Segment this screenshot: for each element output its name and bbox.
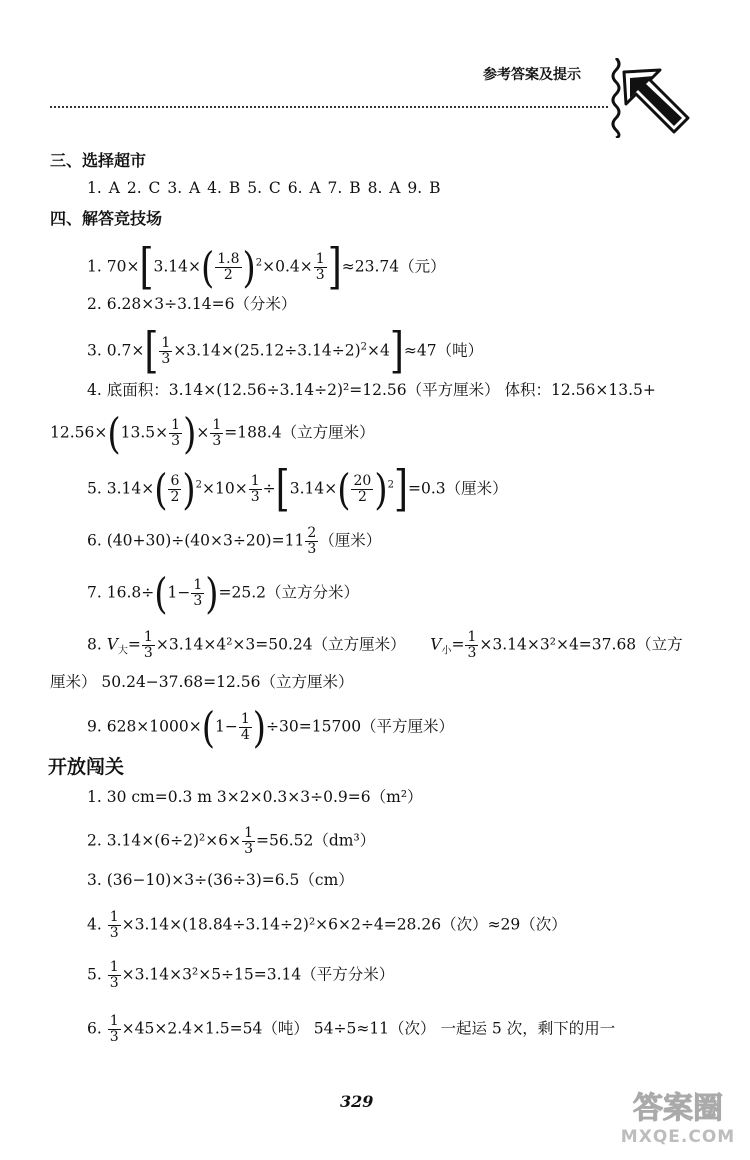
answer-4-4-line2: 12.56×(13.5× $\frac{1}{3}$ )× $\frac{1}{3}$ =188.4（立方厘米）	[50, 408, 375, 459]
answer-5-3: 3. (36−10)×3÷(36÷3)=6.5（cm）	[87, 871, 354, 889]
answer-4-6: 6. (40+30)÷(40×3÷20)=11 $\frac{2}{3}$ （厘米）	[87, 525, 382, 557]
header-dotted-rule	[50, 106, 608, 108]
answer-5-5: 5. $\frac{1}{3}$ ×3.14×3²×5÷15=3.14（平方分米）	[87, 959, 395, 991]
answer-4-1: 1. 70×[3.14×( $\frac{1.8}{2}$ )$^2$×0.4× $\frac{1}{3}$ ]≈23.74（元）	[87, 239, 446, 295]
header-title: 参考答案及提示	[483, 67, 581, 83]
answer-4-4-line1: 4. 底面积：3.14×(12.56÷3.14÷2)²=12.56（平方厘米） 体积：12.56×13.5+	[87, 381, 656, 399]
answer-4-7: 7. 16.8÷(1− $\frac{1}{3}$ )=25.2（立方分米）	[87, 568, 360, 619]
section-heading-4: 四、解答竞技场	[50, 209, 163, 228]
answer-4-8-line1: 8. $V_大=$ $\frac{1}{3}$ ×3.14×4²×3=50.24（立方厘米） $V_小=$ $\frac{1}{3}$ ×3.14×3²×4=37.68（立方	[87, 629, 683, 661]
answer-5-2: 2. 3.14×(6÷2)²×6× $\frac{1}{3}$ =56.52（dm³）	[87, 825, 376, 857]
choice-answers: 1. A 2. C 3. A 4. B 5. C 6. A 7. B 8. A 9. B	[87, 179, 441, 197]
answer-5-6: 6. $\frac{1}{3}$ ×45×2.4×1.5=54（吨） 54÷5≈11（次） 一起运 5 次，剩下的用一	[87, 1013, 616, 1045]
answer-4-2: 2. 6.28×3÷3.14=6（分米）	[87, 295, 297, 313]
arrow-up-left-icon	[620, 66, 692, 138]
answer-5-1: 1. 30 cm=0.3 m 3×2×0.3×3÷0.9=6（m²）	[87, 788, 423, 806]
watermark-logo: 答案圈 MXQE.COM	[620, 1091, 736, 1147]
answer-4-5: 5. 3.14×( $\frac{6}{2}$ )$^2$×10× $\frac{1}{3}$ ÷[3.14×( $\frac{20}{2}$ )$^2$]=0.3（厘米）	[87, 461, 508, 517]
answer-4-8-line2: 厘米） 50.24−37.68=12.56（立方厘米）	[50, 673, 354, 691]
page-number: 329	[340, 1092, 374, 1111]
answer-5-4: 4. $\frac{1}{3}$ ×3.14×(18.84÷3.14÷2)²×6×2÷4=28.26（次）≈29（次）	[87, 909, 567, 941]
answer-4-9: 9. 628×1000×(1− $\frac{1}{4}$ )÷30=15700（平方厘米）	[87, 702, 455, 753]
section-heading-3: 三、选择超市	[50, 151, 147, 170]
answer-4-3: 3. 0.7×[ $\frac{1}{3}$ $\times 3.14\times(25.12\div 3.14\div 2)^2\times 4]\approx 47$（吨）	[87, 323, 484, 379]
section-heading-open: 开放闯关	[48, 756, 125, 778]
